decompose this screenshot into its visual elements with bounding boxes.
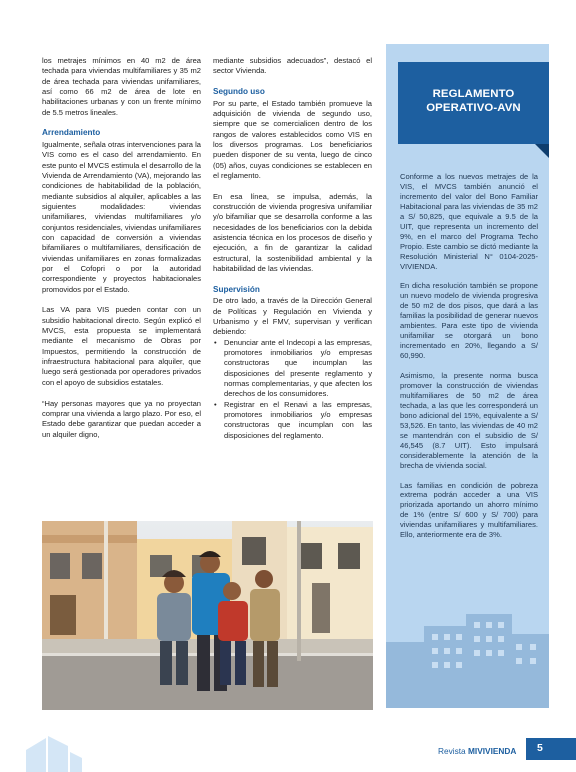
family-photo (42, 521, 373, 710)
list-item: • Denunciar ante el Indecopi a las empresas, promotores inmobiliarios y/o empresas constructoras que incumplan las disposiciones del presente reglamento y normas complementarias, y que afecten los derechos de los consumidores. (213, 338, 372, 400)
sidebar-paragraph-1: Conforme a los nuevos metrajes de la VIS, el MVCS también anunció el incremento del valor del Bono Familiar Habitacional para las viviendas de 35 m2 a S/ 50,825, que equivale a 9.5 de la UIT, que representa un incremento del 9%, en el marco del Programa Techo Propio. Este cambio se dictó mediante la Resolución Ministerial N° 0104-2025-VIVIENDA. (400, 172, 538, 271)
page-number: 5 (537, 742, 543, 754)
paragraph-segundo-uso: Por su parte, el Estado también promueve la adquisición de vivienda de segundo uso, siempre que se comercialicen dentro de los rangos de valores establecidos como VIS en los diversos programas. Los beneficiarios pueden disponer de su venta, luego de cinco (05) años, cuyas condiciones se establecen en el reglamento. (213, 98, 372, 180)
sidebar-box (386, 44, 549, 708)
footer-brand (438, 746, 516, 756)
paragraph-quote: “Hay personas mayores que ya no proyectan comprar una vivienda a largo plazo. Por eso, el Estado debe garantizar que puedan acceder a un alquiler digno, (42, 398, 201, 439)
article-column-1 (42, 56, 201, 450)
paragraph-en-esa-linea: En esa línea, se impulsa, además, la construcción de vivienda progresiva unifamiliar y/o bifamiliar que se desarrolla conforme a las necesidades de los beneficiarios con la debida asistencia técnica en los procesos de diseño y ejecución, a fin de garantizar la calidad estructural, la sostenibilidad ambiental y la habitabilidad de las viviendas. (213, 191, 372, 274)
paragraph-va: Las VA para VIS pueden contar con un subsidio habitacional directo. Según explicó el MVCS, esta propuesta se implementará mediante el mecanismo de Obras por Impuestos, permitiendo la construcción de infraestructura habitacional para alquiler, que luego será gestionada por operadores privados con el apoyo de subsidios estatales. (42, 305, 201, 387)
banner-fold-shape (535, 144, 549, 158)
sidebar-paragraph-4: Las familias en condición de pobreza extrema podrán acceder a una VIS priorizada aportando un ahorro mínimo de 1% (entre S/ 600 y S/ 700) para viviendas unifamiliares y multifamiliares. Ello, anteriormente era de 3%. (400, 480, 538, 540)
sidebar-title-line-1: REGLAMENTO (432, 88, 515, 100)
heading-arrendamiento: Arrendamiento (42, 128, 101, 138)
list-item: • Registrar en el Renavi a las empresas, promotores inmobiliarios y/o empresas constructoras que incumplan con las disposiciones del reglamento. (213, 400, 372, 441)
buildings-photo (386, 604, 549, 708)
sidebar-title (398, 87, 549, 115)
sidebar-title-line-2: OPERATIVO-AVN (426, 102, 521, 114)
magazine-logo-icon (22, 732, 84, 772)
heading-segundo-uso: Segundo uso (213, 87, 265, 97)
paragraph-intro: los metrajes mínimos en 40 m2 de área techada para viviendas multifamiliares y 35 m2 de área techada para viviendas unifamiliares, así como 66 m2 de área de lote en habilitaciones urbanas y con un frente mínimo de 5.5 metros lineales. (42, 56, 201, 117)
article-column-2 (213, 56, 372, 441)
page-number-box (526, 738, 576, 760)
paragraph-supervision: De otro lado, a través de la Dirección General de Políticas y Regulación en Vivienda y Urbanismo y el FMV, supervisan y verifican debiendo: (213, 296, 372, 337)
footer-brand-prefix: Revista (438, 746, 468, 756)
supervision-list (213, 338, 372, 441)
sidebar-paragraph-3: Asimismo, la presente norma busca promover la construcción de viviendas multifamiliares de 50 m2 de área techada, a las que les corresponderá un bono adicional del 15%, equivalente a S/ 53,526. En tanto, las viviendas de 40 m2 se mantendrán con el subsidio de S/ 46,545 (8.7 UIT). Esto impulsará considerablemente la atención de la brecha de vivienda social. (400, 371, 538, 470)
paragraph-arrendamiento: Igualmente, señala otras intervenciones para la VIS como es el caso del arrendamiento. En este punto el MVCS estimula el desarrollo de la Vivienda de Arrendamiento (VA), mejorando las condiciones de habitabilidad de la población, mediante subsidios al alquiler, aplicables a las siguientes modalidades: viviendas unifamiliares, viviendas multifamiliares y/o conjuntos residenciales, viviendas unifamiliares con capacidad de conversión a viviendas bifamiliares o multifamiliares, densificación de viviendas unifamiliares en zonas formalizadas por el Cofopri o por la autoridad correspondiente y proyectos habitacionales promovidos por el Estado. (42, 139, 201, 294)
sidebar-text (400, 172, 538, 550)
sidebar-title-banner (398, 62, 549, 144)
sidebar-paragraph-2: En dicha resolución también se propone un nuevo modelo de vivienda progresiva de 50 m2 de dos pisos, que dará a las familias la posibilidad de generar nuevos ambientes. Para este tipo de vivienda unifamiliar se otorgará un bono incrementado en 20%, llegando a S/ 60,990. (400, 281, 538, 361)
heading-supervision: Supervisión (213, 284, 260, 294)
footer-brand-name: MIVIVIENDA (467, 746, 517, 756)
paragraph-quote-end: mediante subsidios adecuados”, destacó el sector Vivienda. (213, 56, 372, 76)
